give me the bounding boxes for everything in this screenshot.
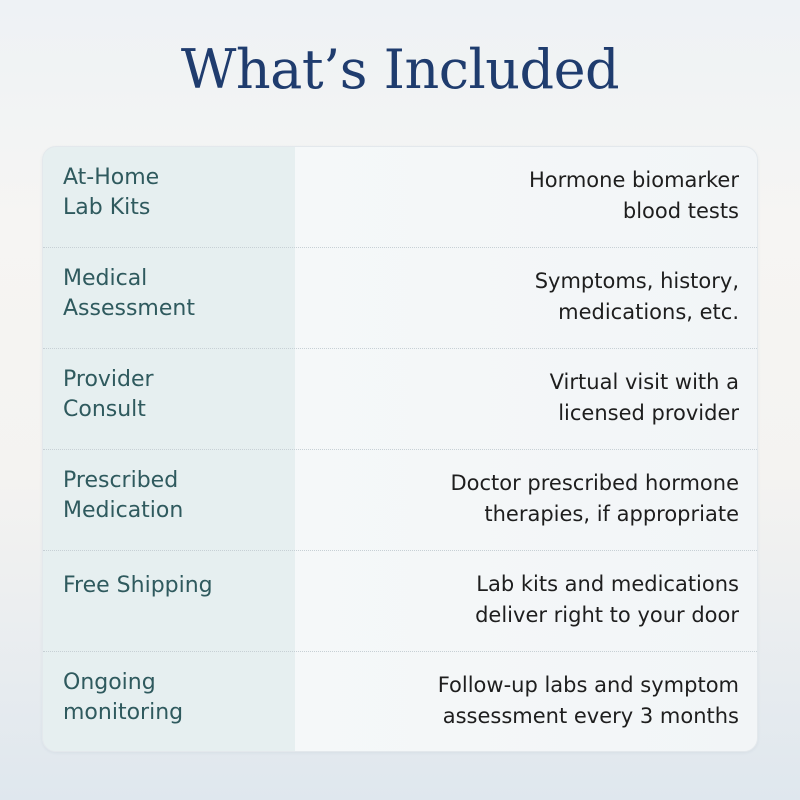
row-description: Hormone biomarker blood tests xyxy=(528,168,739,223)
row-label: At-Home Lab Kits xyxy=(63,165,160,220)
row-label: Medical Assessment xyxy=(63,266,195,321)
table-row xyxy=(43,248,758,349)
table-row xyxy=(43,652,758,752)
row-label: Provider Consult xyxy=(63,367,154,422)
page-title: What’s Included xyxy=(180,38,620,101)
row-label: Prescribed Medication xyxy=(63,468,184,523)
included-table xyxy=(42,146,758,752)
table-row xyxy=(43,349,758,450)
table-row xyxy=(43,147,758,248)
row-label: Ongoing monitoring xyxy=(63,670,184,725)
row-description: Doctor prescribed hormone therapies, if appropriate xyxy=(450,471,739,526)
row-description: Follow-up labs and symptom assessment every 3 months xyxy=(437,673,739,728)
table-row xyxy=(43,450,758,551)
row-description: Symptoms, history, medications, etc. xyxy=(534,269,739,324)
table-row xyxy=(43,551,758,652)
row-description: Lab kits and medications deliver right to your door xyxy=(475,572,739,627)
row-label: Free Shipping xyxy=(63,573,213,598)
row-description: Virtual visit with a licensed provider xyxy=(549,370,739,425)
